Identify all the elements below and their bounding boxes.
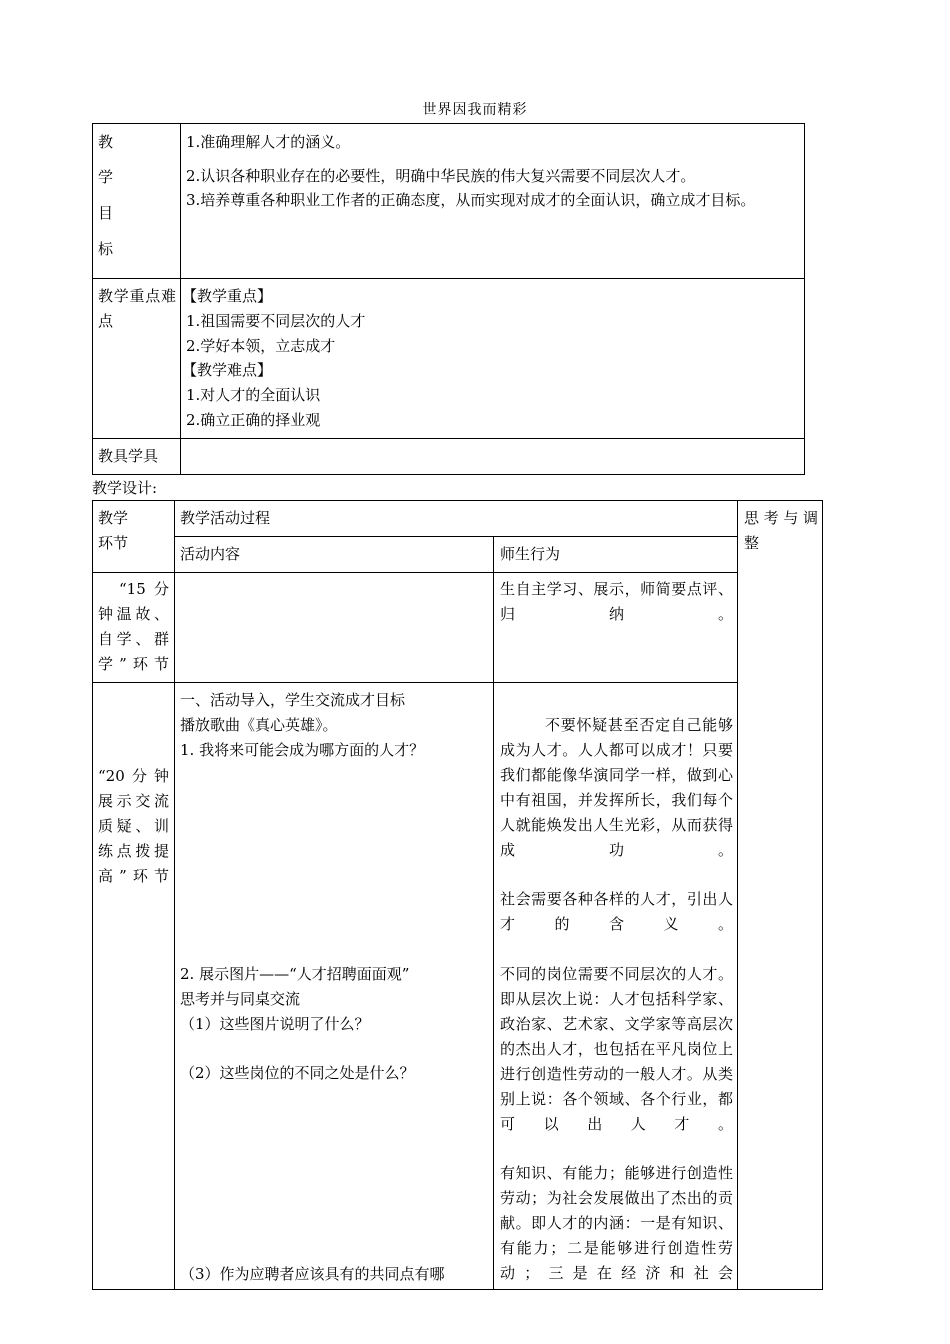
table-divider: [92, 572, 737, 573]
key-point-line: 【教学重点】: [182, 287, 273, 305]
goal-item: 3.培养尊重各种职业工作者的正确态度，从而实现对成才的全面认识，确立成才目标。: [186, 191, 756, 209]
row1-behavior: 生自主学习、展示，师简要点评、归纳。: [500, 580, 733, 623]
activity-line: 播放歌曲《真心英雄》。: [180, 716, 338, 734]
table-divider: [92, 278, 805, 279]
table-divider: [174, 536, 737, 537]
goal-item: 1.准确理解人才的涵义。: [186, 133, 351, 151]
design-label: 教学设计:: [92, 479, 158, 497]
goal-item: 2.认识各种职业存在的必要性，明确中华民族的伟大复兴需要不同层次人才。: [186, 167, 696, 185]
behavior-paragraph: 社会需要各种各样的人才，引出人才的含义。: [500, 890, 733, 933]
activity-line: 一、活动导入，学生交流成才目标: [180, 691, 406, 709]
table-divider: [737, 500, 738, 1290]
behavior-paragraph: 不要怀疑甚至否定自己能够成为人才。人人都可以成才！只要我们都能像华演同学一样，做到心中有祖国，并发挥所长，我们每个人就能焕发出人生光彩，从而获得成功。: [500, 716, 733, 859]
key-point-line: 【教学难点】: [182, 361, 273, 379]
page-title: 世界因我而精彩: [422, 102, 528, 118]
table-divider: [174, 500, 175, 1290]
activity-line: （1）这些图片说明了什么？: [180, 1015, 370, 1033]
table-divider: [92, 682, 737, 683]
key-point-line: 1.祖国需要不同层次的人才: [186, 312, 366, 330]
header-stage: 教学环节: [98, 509, 129, 552]
activity-line: （2）这些岗位的不同之处是什么？: [180, 1064, 415, 1082]
table-divider: [180, 123, 181, 475]
activity-line: 1. 我将来可能会成为哪方面的人才？: [180, 741, 425, 759]
table-divider: [92, 438, 805, 439]
table-divider: [493, 536, 494, 1290]
key-point-line: 1.对人才的全面认识: [186, 386, 321, 404]
goals-label-char: 标: [98, 240, 114, 258]
activity-line: 2. 展示图片——“人才招聘面面观”: [180, 965, 410, 983]
tools-label: 教具学具: [98, 447, 159, 465]
behavior-paragraph: 有知识、有能力；能够进行创造性劳动；为社会发展做出了杰出的贡献。即人才的内涵：一是有知识、有能力；二是能够进行创造性劳动；三是在经济和社会: [500, 1164, 733, 1282]
header-reflect: 思考与调整: [744, 509, 818, 552]
header-process: 教学活动过程: [180, 509, 271, 527]
activity-line: 思考并与同桌交流: [180, 990, 301, 1008]
behavior-paragraph: 不同的岗位需要不同层次的人才。即从层次上说：人才包括科学家、政治家、艺术家、文学家等高层次的杰出人才，也包括在平凡岗位上进行创造性劳动的一般人才。从类别上说：各个领域、各个行业，都可以出人才。: [500, 965, 733, 1133]
key-point-line: 2.确立正确的择业观: [186, 411, 321, 429]
activity-line: （3）作为应聘者应该具有的共同点有哪: [180, 1265, 445, 1283]
goals-label-char: 目: [98, 204, 114, 222]
row1-stage: “15分钟温故、自学、群学”环节: [98, 580, 169, 673]
goals-label-char: 学: [98, 168, 114, 186]
key-points-label: 教学重点难点: [98, 287, 176, 330]
header-content: 活动内容: [180, 545, 241, 563]
goals-label-char: 教: [98, 133, 114, 151]
row2-stage: “20分钟展示交流质疑、训练点拨提高”环节: [98, 767, 169, 885]
key-point-line: 2.学好本领，立志成才: [186, 337, 336, 355]
header-behavior: 师生行为: [500, 545, 561, 563]
